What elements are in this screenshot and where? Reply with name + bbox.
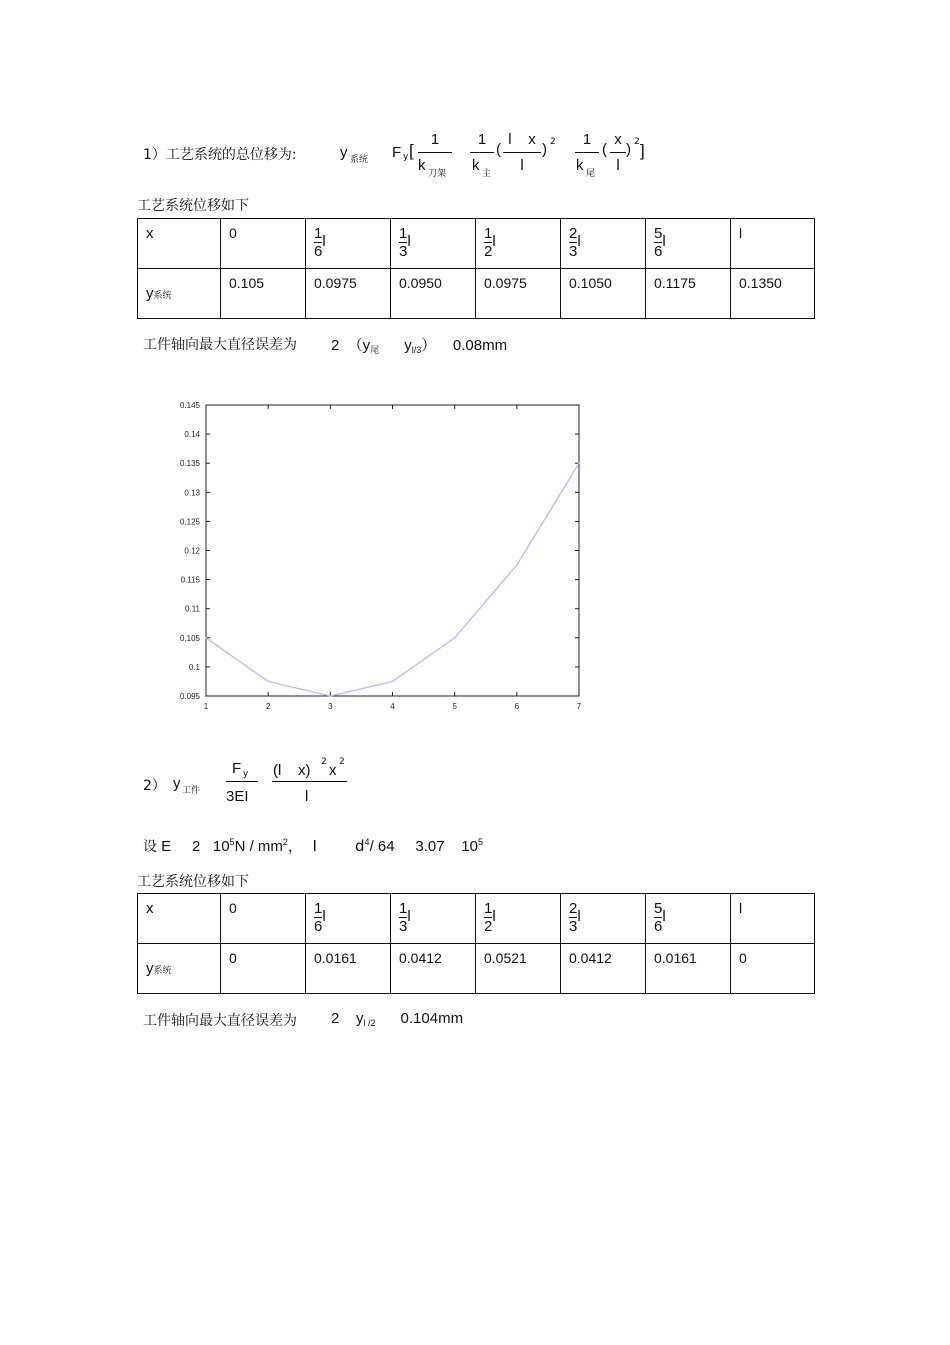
y-tick-label: 0.135: [179, 459, 200, 469]
cell-x-l: l: [731, 894, 815, 944]
cell-x-0: 0: [221, 219, 306, 269]
formula-close-bracket: ]: [640, 141, 645, 160]
x-tick-label: 2: [265, 702, 271, 711]
cell-x-2-3: $\frac{2}{3}$ l: [561, 219, 646, 269]
cell-y-v3: 0.0412: [391, 944, 476, 994]
t3-paren-open: (: [602, 141, 607, 158]
t3-fraction-line: [575, 152, 599, 153]
cell-y-v6: 0.1175: [646, 269, 731, 319]
table1-caption: 工艺系统位移如下: [137, 198, 249, 214]
cell-x-1-6: $\frac{1}{6}$ l: [306, 219, 391, 269]
cell-x-1-3: $\frac{1}{3}$ l: [391, 894, 476, 944]
t2-denominator: k: [472, 157, 480, 174]
table-row-y: [138, 269, 815, 319]
cell-x-1-6: $\frac{1}{6}$ l: [306, 894, 391, 944]
x-tick-label: 6: [514, 702, 520, 711]
data-point: [330, 695, 331, 696]
formula-y: y: [340, 144, 348, 161]
table-row-x: [138, 894, 815, 944]
formula-F: F: [392, 144, 402, 161]
chart-axes: [206, 405, 579, 696]
chart-series: [205, 463, 579, 697]
t2-denominator-sub: 主: [482, 169, 492, 179]
t3-inner-denominator: l: [616, 157, 620, 174]
cell-y-label: y系统: [138, 269, 221, 319]
table-row-y: [138, 944, 815, 994]
cell-x-label: x: [138, 219, 221, 269]
cell-y-label: y系统: [138, 944, 221, 994]
cell-x-label: x: [138, 894, 221, 944]
formula2-f2-den: l: [305, 788, 309, 805]
y-tick-label: 0.095: [179, 692, 200, 701]
displacement-table-2: [137, 893, 815, 994]
t2-numerator: 1: [477, 131, 487, 148]
error-text-1: 工件轴向最大直径误差为: [143, 337, 297, 353]
formula2-f1-den: 3EI: [226, 788, 249, 805]
formula2-f1-line: [226, 781, 258, 782]
t3-exponent: 2: [634, 137, 640, 147]
table2-caption: 工艺系统位移如下: [137, 874, 249, 890]
y-tick-label: 0.13: [184, 488, 200, 498]
data-point: [392, 681, 393, 682]
formula-F-sub: y: [403, 152, 409, 162]
plot-frame: [206, 405, 579, 696]
formula2-f2-x: x: [329, 762, 337, 779]
t3-denominator-sub: 尾: [586, 169, 596, 179]
cell-y-v4: 0.0975: [476, 269, 561, 319]
cell-y-v7: 0.1350: [731, 269, 815, 319]
cell-x-1-2: $\frac{1}{2}$ l: [476, 894, 561, 944]
chart-ticks: [180, 401, 582, 711]
cell-y-v7: 0: [731, 944, 815, 994]
t3-paren-close: ): [626, 141, 631, 158]
x-tick-label: 1: [203, 702, 209, 711]
cell-x-l: l: [731, 219, 815, 269]
x-tick-label: 3: [328, 702, 333, 711]
formula2-f2-exp2: 2: [339, 757, 345, 767]
t2-exponent: 2: [550, 137, 556, 147]
cell-x-5-6: $\frac{5}{6}$ l: [646, 219, 731, 269]
formula2-f2-exp1: 2: [321, 757, 327, 767]
cell-y-v5: 0.1050: [561, 269, 646, 319]
cell-x-5-6: $\frac{5}{6}$ l: [646, 894, 731, 944]
assumption-line: 设 E 2 $10^5N / mm^2$， I $d^4/$ 64 3.07 $10^5$: [143, 837, 483, 855]
t2-paren-open: (: [496, 141, 501, 158]
formula-open-bracket: [: [409, 141, 414, 160]
cell-y-v1: 0.105: [221, 269, 306, 319]
formula2-f1-num-sub: y: [243, 769, 249, 779]
cell-y-v5: 0.0412: [561, 944, 646, 994]
y-tick-label: 0.11: [185, 604, 200, 614]
cell-y-v3: 0.0950: [391, 269, 476, 319]
cell-x-1-3: $\frac{1}{3}$ l: [391, 219, 476, 269]
t2-fraction-line: [470, 152, 494, 153]
y-tick-label: 0.12: [184, 546, 200, 556]
t3-inner-numerator: x: [614, 131, 622, 148]
t3-inner-line: [610, 152, 626, 153]
formula2-f1-num: F: [232, 760, 242, 777]
formula2-f2-line: [272, 781, 347, 782]
error-text-2: 工件轴向最大直径误差为: [143, 1013, 297, 1029]
data-point: [268, 681, 269, 682]
cell-y-v2: 0.0161: [306, 944, 391, 994]
data-point: [578, 463, 579, 464]
series-line: [206, 463, 579, 696]
cell-x-2-3: $\frac{2}{3}$ l: [561, 894, 646, 944]
displacement-line-chart: [150, 390, 600, 720]
y-tick-label: 0.1: [188, 662, 200, 672]
cell-x-1-2: $\frac{1}{2}$ l: [476, 219, 561, 269]
cell-y-v1: 0: [221, 944, 306, 994]
y-tick-label: 0.145: [179, 401, 200, 410]
cell-y-v4: 0.0521: [476, 944, 561, 994]
y-tick-label: 0.125: [179, 517, 200, 527]
y-tick-label: 0.115: [180, 575, 200, 585]
t1-numerator: 1: [430, 131, 440, 148]
displacement-table-1: [137, 218, 815, 319]
t2-paren-close: ): [542, 141, 547, 158]
cell-y-v6: 0.0161: [646, 944, 731, 994]
x-tick-label: 7: [576, 702, 582, 711]
cell-y-v2: 0.0975: [306, 269, 391, 319]
data-point: [205, 637, 206, 638]
t3-numerator: 1: [582, 131, 592, 148]
error-formula-2: 2 $y_{l /2}$ 0.104mm: [331, 1010, 464, 1028]
y-tick-label: 0.105: [179, 633, 200, 643]
section2-heading: 2）: [143, 778, 166, 794]
x-tick-label: 5: [452, 702, 457, 711]
t2-inner-line: [503, 152, 541, 153]
data-point: [516, 564, 517, 565]
formula-y-sub: 系统: [350, 155, 369, 165]
t1-denominator-sub: 刀架: [428, 169, 447, 179]
t3-denominator: k: [576, 157, 584, 174]
cell-x-0: 0: [221, 894, 306, 944]
t1-denominator: k: [418, 157, 426, 174]
x-tick-label: 4: [390, 702, 395, 711]
section1-heading: 1）工艺系统的总位移为:: [143, 147, 297, 163]
formula2-f2-num: (l x): [273, 762, 311, 779]
formula2-y: y: [173, 775, 181, 792]
t2-inner-denominator: l: [520, 157, 524, 174]
data-point: [454, 637, 455, 638]
t2-inner-numerator: l x: [508, 131, 536, 148]
y-tick-label: 0.14: [184, 430, 200, 440]
table-row-x: [138, 219, 815, 269]
t1-fraction-line: [418, 152, 452, 153]
error-formula-1: 2 （$y_尾$ $y_{l/3}$） 0.08mm: [331, 337, 508, 355]
formula2-y-sub: 工件: [182, 786, 201, 796]
